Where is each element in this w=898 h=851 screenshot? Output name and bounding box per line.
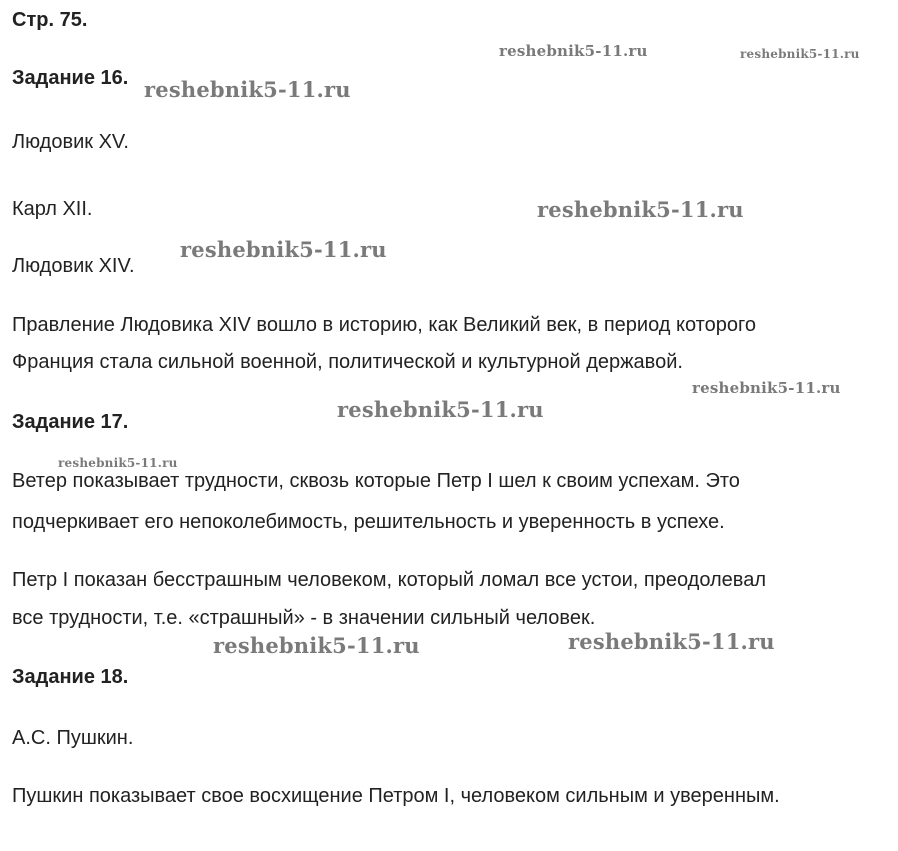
task-16-paragraph-line-2: Франция стала сильной военной, политической и культурной державой. <box>12 351 683 373</box>
watermark-logo: reshebnik5-11.ru <box>537 197 744 222</box>
task-16-paragraph-line-1: Правление Людовика XIV вошло в историю, как Великий век, в период которого <box>12 314 756 336</box>
watermark-logo: reshebnik5-11.ru <box>499 42 648 60</box>
task-17-paragraph-1-line-2: подчеркивает его непоколебимость, решительность и уверенность в успехе. <box>12 511 725 533</box>
task-18-answer-1: А.С. Пушкин. <box>12 727 134 749</box>
task-16-answer-2: Карл XII. <box>12 198 93 220</box>
watermark-logo: reshebnik5-11.ru <box>213 633 420 658</box>
watermark-logo: reshebnik5-11.ru <box>337 397 544 422</box>
watermark-logo: reshebnik5-11.ru <box>58 456 178 470</box>
task-18-answer-2: Пушкин показывает свое восхищение Петром I, человеком сильным и уверенным. <box>12 785 780 807</box>
task-17-paragraph-2-line-2: все трудности, т.е. «страшный» - в значении сильный человек. <box>12 607 596 629</box>
watermark-logo: reshebnik5-11.ru <box>692 379 841 397</box>
task-16-answer-1: Людовик XV. <box>12 131 129 153</box>
task-17-paragraph-1-line-1: Ветер показывает трудности, сквозь которые Петр I шел к своим успехам. Это <box>12 470 740 492</box>
watermark-logo: reshebnik5-11.ru <box>568 629 775 654</box>
task-16-answer-3: Людовик XIV. <box>12 255 135 277</box>
watermark-logo: reshebnik5-11.ru <box>144 77 351 102</box>
watermark-logo: reshebnik5-11.ru <box>740 47 860 61</box>
task-16-heading: Задание 16. <box>12 67 129 89</box>
task-17-paragraph-2-line-1: Петр I показан бесстрашным человеком, который ломал все устои, преодолевал <box>12 569 766 591</box>
watermark-logo: reshebnik5-11.ru <box>180 237 387 262</box>
task-18-heading: Задание 18. <box>12 666 129 688</box>
task-17-heading: Задание 17. <box>12 411 129 433</box>
page-heading: Стр. 75. <box>12 9 88 31</box>
